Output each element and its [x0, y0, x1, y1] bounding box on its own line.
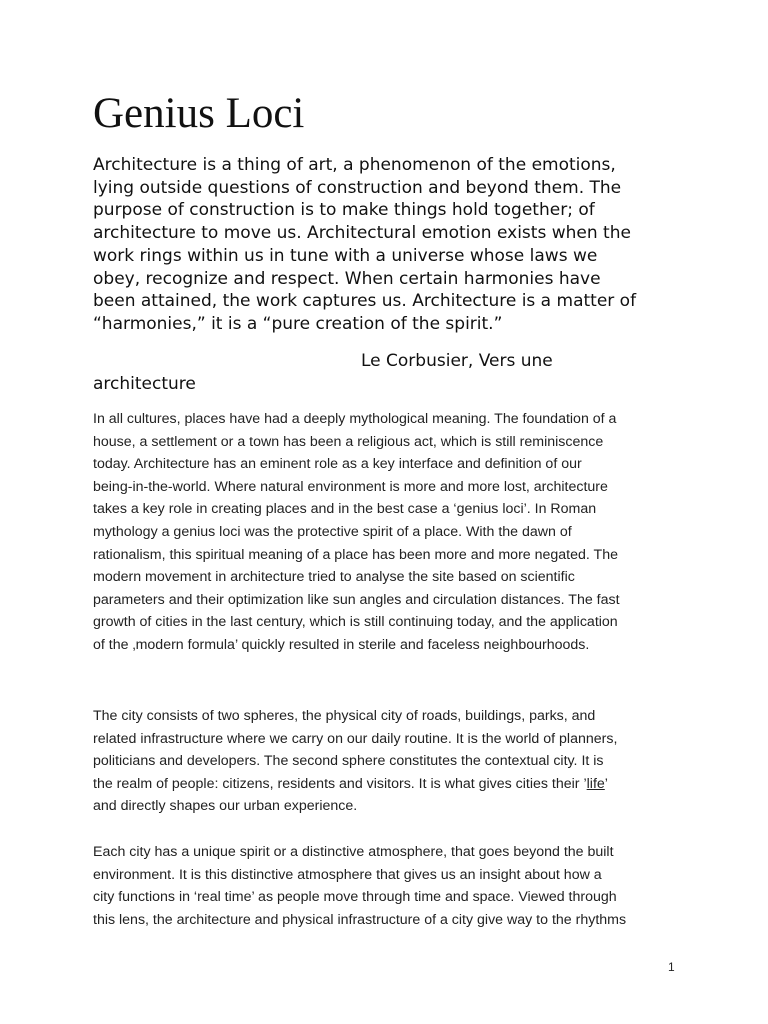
quote-line: purpose of construction is to make things hold together; of [93, 200, 595, 221]
paragraph-line: mythology a genius loci was the protective spirit of a place. With the dawn of [93, 523, 572, 540]
attribution-line: Le Corbusier, Vers une [361, 351, 553, 371]
body-paragraph-3 [93, 841, 683, 931]
paragraph-line: parameters and their optimization like sun angles and circulation distances. The fast [93, 591, 620, 608]
paragraph-line: politicians and developers. The second sphere constitutes the contextual city. It is [93, 753, 604, 770]
quote-line: obey, recognize and respect. When certain harmonies have [93, 268, 601, 289]
paragraph-line: related infrastructure where we carry on our daily routine. It is the world of planners, [93, 730, 618, 747]
paragraph-line: rationalism, this spiritual meaning of a place has been more and more negated. The [93, 546, 618, 563]
paragraph-line [93, 773, 683, 796]
paragraph-line: and directly shapes our urban experience. [93, 798, 358, 815]
paragraph-line: this lens, the architecture and physical infrastructure of a city give way to the rhythms [93, 911, 627, 928]
paragraph-text: the realm of people: citizens, residents and visitors. It is what gives cities their ’ [93, 775, 587, 792]
body-paragraph-2 [93, 705, 683, 818]
attribution-line: architecture [93, 373, 196, 394]
paragraph-text: ’ [604, 775, 608, 792]
paragraph-line: The city consists of two spheres, the physical city of roads, buildings, parks, and [93, 708, 596, 724]
paragraph-line: growth of cities in the last century, which is still continuing today, and the application [93, 614, 618, 631]
quote-line: “harmonies,” it is a “pure creation of the spirit.” [93, 313, 503, 334]
paragraph-line: city functions in ‘real time’ as people move through time and space. Viewed through [93, 889, 617, 906]
paragraph-line: In all cultures, places have had a deeply mythological meaning. The foundation of a [93, 411, 617, 427]
quote-line: architecture to move us. Architectural emotion exists when the [93, 223, 631, 244]
paragraph-line: modern movement in architecture tried to analyse the site based on scientific [93, 569, 575, 586]
paragraph-line: of the ‚modern formula’ quickly resulted in sterile and faceless neighbourhoods. [93, 636, 590, 653]
quote-line: lying outside questions of construction and beyond them. The [93, 177, 622, 198]
epigraph-quote [93, 154, 683, 336]
quote-attribution [93, 350, 683, 395]
quote-line: been attained, the work captures us. Architecture is a matter of [93, 291, 637, 312]
quote-line: Architecture is a thing of art, a phenomenon of the emotions, [93, 155, 616, 175]
page-number: 1 [668, 960, 675, 974]
paragraph-line: Each city has a unique spirit or a distinctive atmosphere, that goes beyond the built [93, 844, 614, 860]
page-title: Genius Loci [93, 90, 305, 137]
body-paragraph-1 [93, 408, 683, 657]
paragraph-line: house, a settlement or a town has been a religious act, which is still reminiscence [93, 433, 604, 450]
paragraph-line: today. Architecture has an eminent role as a key interface and definition of our [93, 456, 582, 473]
underlined-word: life [586, 775, 605, 792]
paragraph-line: environment. It is this distinctive atmosphere that gives us an insight about how a [93, 866, 602, 883]
paragraph-line: being-in-the-world. Where natural environment is more and more lost, architecture [93, 478, 608, 495]
quote-line: work rings within us in tune with a universe whose laws we [93, 245, 598, 266]
paragraph-line: takes a key role in creating places and in the best case a ‘genius loci’. In Roman [93, 501, 597, 518]
